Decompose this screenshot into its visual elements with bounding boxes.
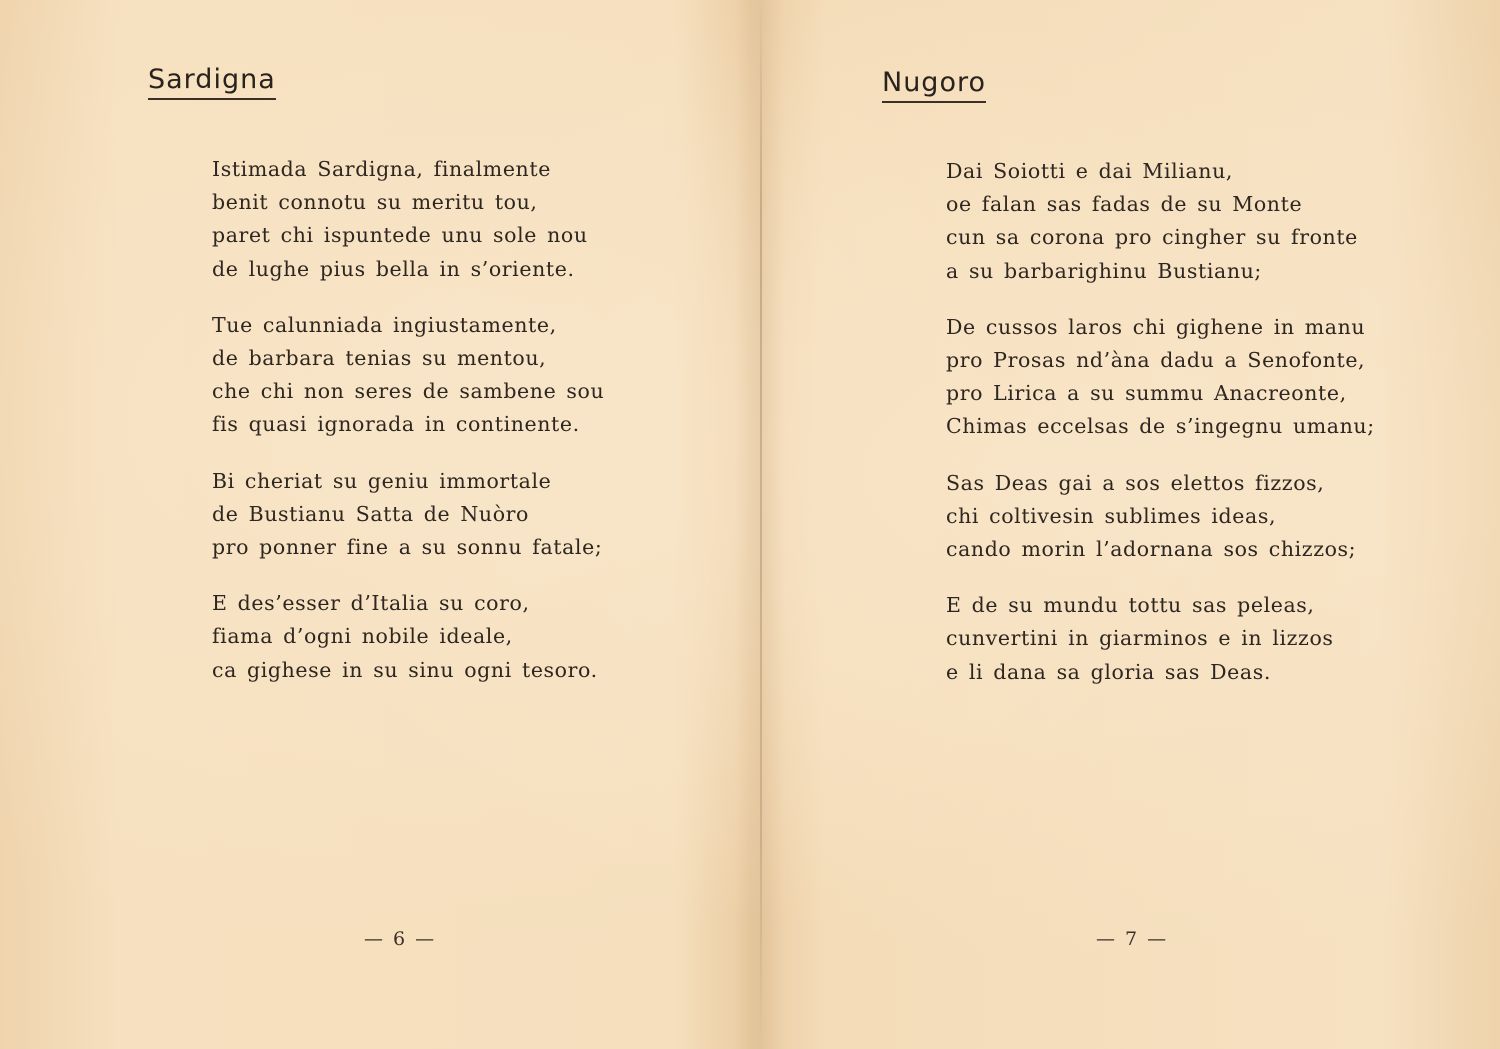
left-poem (212, 153, 604, 710)
poem-line: Sas Deas gai a sos elettos fizzos, (946, 470, 1325, 495)
poem-line: cando morin l’adornana sos chizzos; (946, 537, 1357, 562)
left-page-title: Sardigna (148, 64, 276, 100)
right-stanza-2 (946, 311, 1375, 444)
poem-line: Bi cheriat su geniu immortale (212, 468, 552, 493)
poem-line: De cussos laros chi gighene in manu (946, 314, 1366, 339)
right-page-number: — 7 — (1096, 928, 1169, 950)
poem-line: cun sa corona pro cingher su fronte (946, 225, 1358, 250)
right-page (762, 0, 1500, 1049)
left-page-number: — 6 — (364, 928, 437, 950)
poem-line: E de su mundu tottu sas peleas, (946, 593, 1315, 618)
poem-line: pro Prosas nd’àna dadu a Senofonte, (946, 348, 1366, 373)
poem-line: E des’esser d’Italia su coro, (212, 591, 530, 616)
right-stanza-3 (946, 467, 1375, 567)
poem-line: Tue calunniada ingiustamente, (212, 312, 557, 337)
poem-line: Chimas eccelsas de s’ingegnu umanu; (946, 414, 1375, 439)
right-stanza-4 (946, 589, 1375, 689)
poem-line: de lughe pius bella in s’oriente. (212, 256, 575, 281)
right-stanza-1 (946, 155, 1375, 288)
poem-line: Dai Soiotti e dai Milianu, (946, 159, 1234, 183)
left-stanza-2 (212, 309, 604, 442)
left-stanza-1 (212, 153, 604, 286)
poem-line: fiama d’ogni nobile ideale, (212, 624, 513, 649)
poem-line: e li dana sa gloria sas Deas. (946, 659, 1271, 684)
poem-line: paret chi ispuntede unu sole nou (212, 223, 588, 248)
poem-line: ca gighese in su sinu ogni tesoro. (212, 657, 598, 682)
poem-line: benit connotu su meritu tou, (212, 190, 538, 215)
poem-line: fis quasi ignorada in continente. (212, 412, 580, 437)
poem-line: pro ponner fine a su sonnu fatale; (212, 535, 603, 560)
poem-line: chi coltivesin sublimes ideas, (946, 503, 1277, 528)
poem-line: de barbara tenias su mentou, (212, 346, 547, 371)
right-page-title: Nugoro (882, 67, 986, 103)
poem-line: che chi non seres de sambene sou (212, 379, 605, 404)
poem-line: de Bustianu Satta de Nuòro (212, 501, 529, 526)
poem-line: cunvertini in giarminos e in lizzos (946, 626, 1334, 651)
poem-line: pro Lirica a su summu Anacreonte, (946, 381, 1347, 406)
poem-line: a su barbarighinu Bustianu; (946, 258, 1262, 283)
left-stanza-3 (212, 465, 604, 565)
poem-line: oe falan sas fadas de su Monte (946, 192, 1303, 217)
poem-line: Istimada Sardigna, finalmente (212, 157, 551, 181)
right-poem (946, 155, 1375, 712)
left-stanza-4 (212, 587, 604, 687)
